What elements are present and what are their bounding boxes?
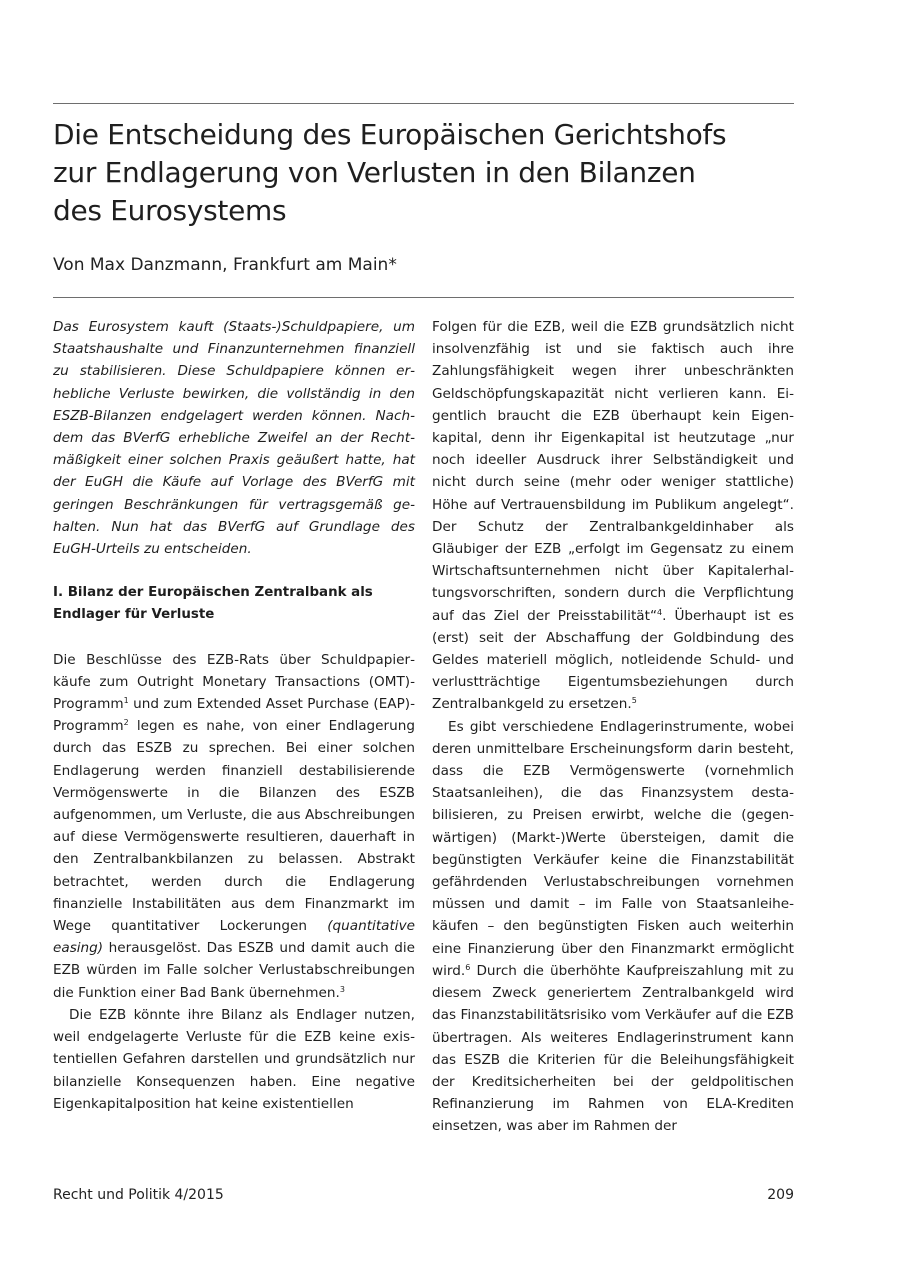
footnote-ref-5[interactable]: 5 (631, 696, 637, 706)
left-column (53, 316, 415, 1115)
paragraph-1-text-c: legen es nahe, von einer Endlagerung durch das ESZB zu sprechen. Bei einer solchen Endlagerung werden finanziell destabilisierende Vermögenswerte in die Bilanzen des ESZB aufgenommen, um Verluste, die aus Abschreibungen auf diese Vermögenswerte resultieren, dauerhaft in den Zentralbankbilanzen zu belassen. Abstrakt betrachtet, werden durch die Endlagerung finanzielle Instabilitäten aus dem Finanzmarkt im Wege quantitativer Lockerungen (53, 718, 415, 935)
top-rule (53, 103, 794, 104)
right-column (432, 316, 794, 1138)
footnote-ref-1[interactable]: 1 (123, 696, 129, 706)
article-title (53, 116, 813, 230)
title-line-3: des Eurosystems (53, 194, 287, 227)
paragraph-1-text-d: herausgelöst. Das ESZB und damit auch die EZB würden im Falle solcher Verlustabschreibungen die Funktion einer Bad Bank übernehmen. (53, 940, 415, 1001)
title-line-1: Die Entscheidung des Europäischen Gerichtshofs (53, 118, 727, 151)
paragraph-3-text-b: . Überhaupt ist es (erst) seit der Abschaffung der Goldbindung des Geldes materiell möglich, notleidende Schuld- und verlustträchtige Eigentumsbeziehungen durch Zentralbankgeld zu ersetzen. (432, 607, 794, 713)
title-line-2: zur Endlagerung von Verlusten in den Bilanzen (53, 156, 696, 189)
paragraph-4-text-a: Es gibt verschiedene Endlagerinstrumente, wobei deren unmittelbare Erscheinungsform darin besteht, dass die EZB Vermögenswerte (vornehmlich Staatsanleihen), die das Finanzsystem destabilisieren, zu Preisen erwirbt, welche die (gegenwärtigen) (Markt-)Werte übersteigen, damit die begünstigten Verkäufer keine die Finanzstabilität gefährdenden Verlustabschreibungen vornehmen müssen und damit – im Falle von Staatsanleihekäufen – den begünstigten Fisken auch weiterhin eine Finanzierung über den Finanzmarkt ermöglicht wird. (432, 718, 794, 979)
paragraph-4 (432, 716, 794, 1138)
paragraph-3-text-a: Folgen für die EZB, weil die EZB grundsätzlich nicht insolvenzfähig ist und sie faktisch auch ihre Zahlungsfähigkeit wegen ihrer unbeschränkten Geldschöpfungskapazität nicht verlieren kann. Eigentlich braucht die EZB überhaupt kein Eigenkapital, denn ihr Eigenkapital ist heutzutage „nur noch ideeller Ausdruck ihrer Selbständigkeit und nicht durch seine (mehr oder weniger stattliche) Höhe auf Vertrauensbildung im Publikum angelegt“. Der Schutz der Zentralbankgeldinhaber als Gläubiger der EZB „erfolgt im Gegensatz zu einem Wirtschaftsunternehmen nicht über Kapitalerhaltungsvorschriften, sondern durch die Verpflichtung auf das Ziel der Preisstabilität“ (432, 319, 794, 624)
footnote-ref-6[interactable]: 6 (465, 962, 471, 972)
footnote-ref-3[interactable]: 3 (339, 984, 345, 994)
paragraph-2: Die EZB könnte ihre Bilanz als Endlager nutzen, weil endgelagerte Verluste für die EZB keine existentiellen Gefahren darstellen und grundsätzlich nur bilanzielle Konsequenzen haben. Eine negative Eigenkapitalposition hat keine existentiellen (53, 1006, 415, 1112)
paragraph-1-text-a: Die Beschlüsse des EZB-Rats über Schuldpapierkäufe zum Outright Monetary Transactions (OMT)-Programm (53, 651, 415, 713)
journal-name: Recht und Politik 4/2015 (53, 1187, 224, 1203)
paragraph-4-text-b: Durch die überhöhte Kaufpreiszahlung mit zu diesem Zweck generiertem Zentralbankgeld wird das Finanzstabilitätsrisiko vom Verkäufer auf die EZB übertragen. Als weiteres Endlagerinstrument kann das ESZB die Kriterien für die Beleihungsfähigkeit der Kreditsicherheiten bei der geldpolitischen Refinanzierung im Rahmen von ELA-Krediten einsetzen, was aber im Rahmen der (432, 962, 794, 1135)
footnote-ref-4[interactable]: 4 (656, 607, 663, 617)
abstract: Das Eurosystem kauft (Staats-)Schuldpapiere, um Staatshaushalte und Finanzunternehmen finanziell zu stabilisieren. Diese Schuldpapiere können erhebliche Verluste bewirken, die vollständig in den ESZB-Bilanzen endgelagert werden können. Nachdem das BVerfG erhebliche Zweifel an der Rechtmäßigkeit einer solchen Praxis geäußert hatte, hat der EuGH die Käufe auf Vorlage des BVerfG mit geringen Beschränkungen für vertragsgemäß gehalten. Nun hat das BVerfG auf Grundlage des EuGH-Urteils zu entscheiden. (53, 319, 415, 558)
paragraph-1-text-b: und zum Extended Asset Purchase (EAP)-Programm (53, 696, 415, 735)
paragraph-1-italic: (quantitative easing) (53, 918, 415, 957)
footnote-ref-2[interactable]: 2 (123, 718, 129, 728)
paragraph-3 (432, 316, 794, 716)
section-heading: I. Bilanz der Europäischen Zentralbank als Endlager für Verluste (53, 585, 373, 623)
header-rule (53, 297, 794, 298)
page-number: 209 (767, 1187, 794, 1203)
author-byline: Von Max Danzmann, Frankfurt am Main* (53, 255, 397, 275)
paragraph-1 (53, 649, 415, 1004)
